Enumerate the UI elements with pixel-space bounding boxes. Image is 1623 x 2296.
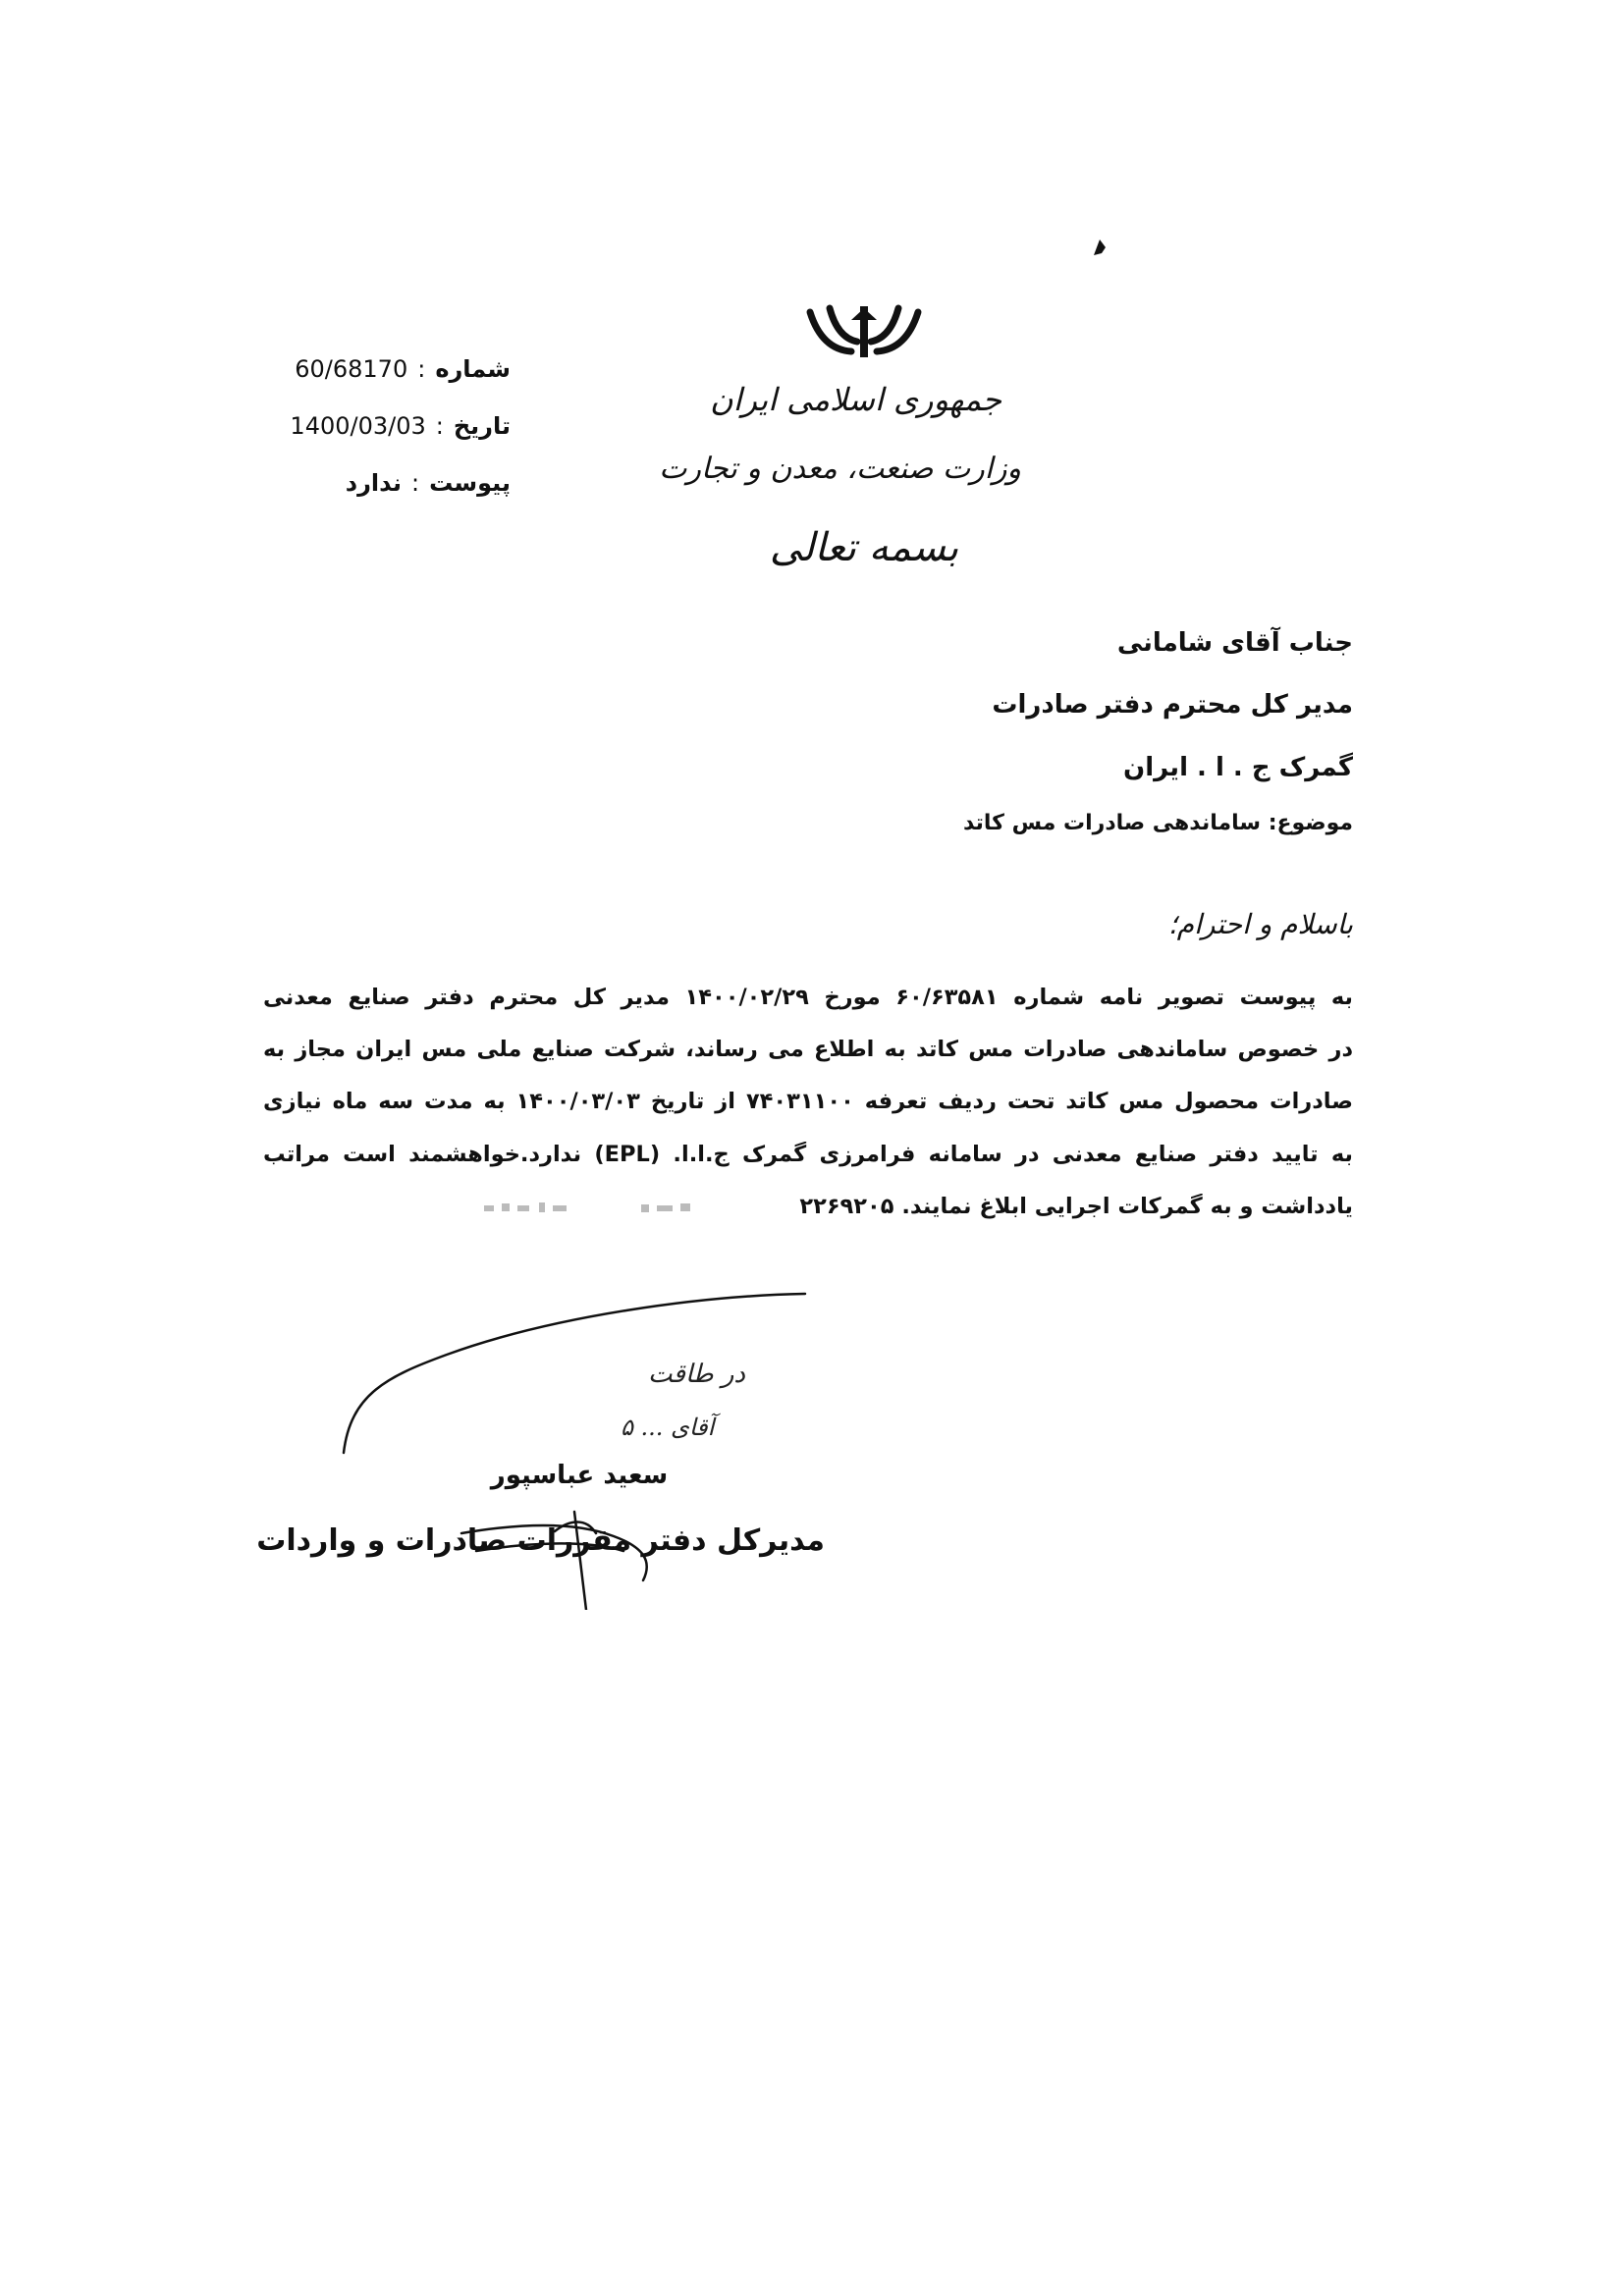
date-label: تاریخ (453, 412, 511, 440)
letter-number (196, 349, 511, 389)
letter-date (196, 406, 511, 446)
addressee-organization: گمرک ج . ا . ایران (1123, 753, 1353, 782)
separator: : (411, 469, 420, 497)
body-line: به تایید دفتر صنایع معدنی در سامانه فرامرزی گمرک ج.ا.ا. (EPL) ندارد.خواهشمند است مراتب (263, 1142, 1353, 1167)
ministry-title: وزارت صنعت، معدن و تجارت (659, 452, 1021, 486)
number-value: 60/68170 (295, 355, 408, 383)
ink-mark (1090, 234, 1111, 259)
separator: : (417, 355, 426, 383)
attachment-label: پیوست (429, 469, 511, 497)
number-label: شماره (435, 355, 511, 383)
signature-icon (256, 1286, 839, 1610)
national-emblem-icon (800, 302, 928, 363)
republic-title: جمهوری اسلامی ایران (710, 381, 1001, 418)
signer-title: مدیرکل دفتر مقررات صادرات و واردات (256, 1523, 825, 1558)
separator: : (435, 412, 444, 440)
attachment-value: ندارد (345, 469, 403, 497)
date-value: 1400/03/03 (290, 412, 426, 440)
body-line: یادداشت و به گمرکات اجرایی ابلاغ نمایند. ۲۲۶۹۲۰۵ (799, 1194, 1353, 1219)
handwritten-note: در طاقت (648, 1360, 745, 1389)
addressee-position: مدیر کل محترم دفتر صادرات (992, 690, 1353, 720)
letter-subject: موضوع: ساماندهی صادرات مس کاتد (962, 811, 1353, 835)
body-line: صادرات محصول مس کاتد تحت ردیف تعرفه ۷۴۰۳۱۱۰۰ از تاریخ ۱۴۰۰/۰۳/۰۳ به مدت سه ماه نیازی (263, 1089, 1353, 1114)
salutation: باسلام و احترام؛ (1167, 908, 1353, 940)
body-line: به پیوست تصویر نامه شماره ۶۰/۶۳۵۸۱ مورخ ۱۴۰۰/۰۲/۲۹ مدیر کل محترم دفتر صنایع معدنی (263, 985, 1353, 1010)
faint-stamp-mark (484, 1200, 710, 1219)
handwritten-note: آقای ... ۵ (621, 1414, 715, 1441)
basmala: بسمه تعالی (769, 525, 959, 570)
signer-name: سعید عباسپور (490, 1461, 669, 1490)
letter-attachment (196, 463, 511, 503)
addressee-name: جناب آقای شامانی (1116, 628, 1353, 658)
body-line: در خصوص ساماندهی صادرات مس کاتد به اطلاع می رساند، شرکت صنایع ملی مس ایران مجاز به (263, 1037, 1353, 1062)
